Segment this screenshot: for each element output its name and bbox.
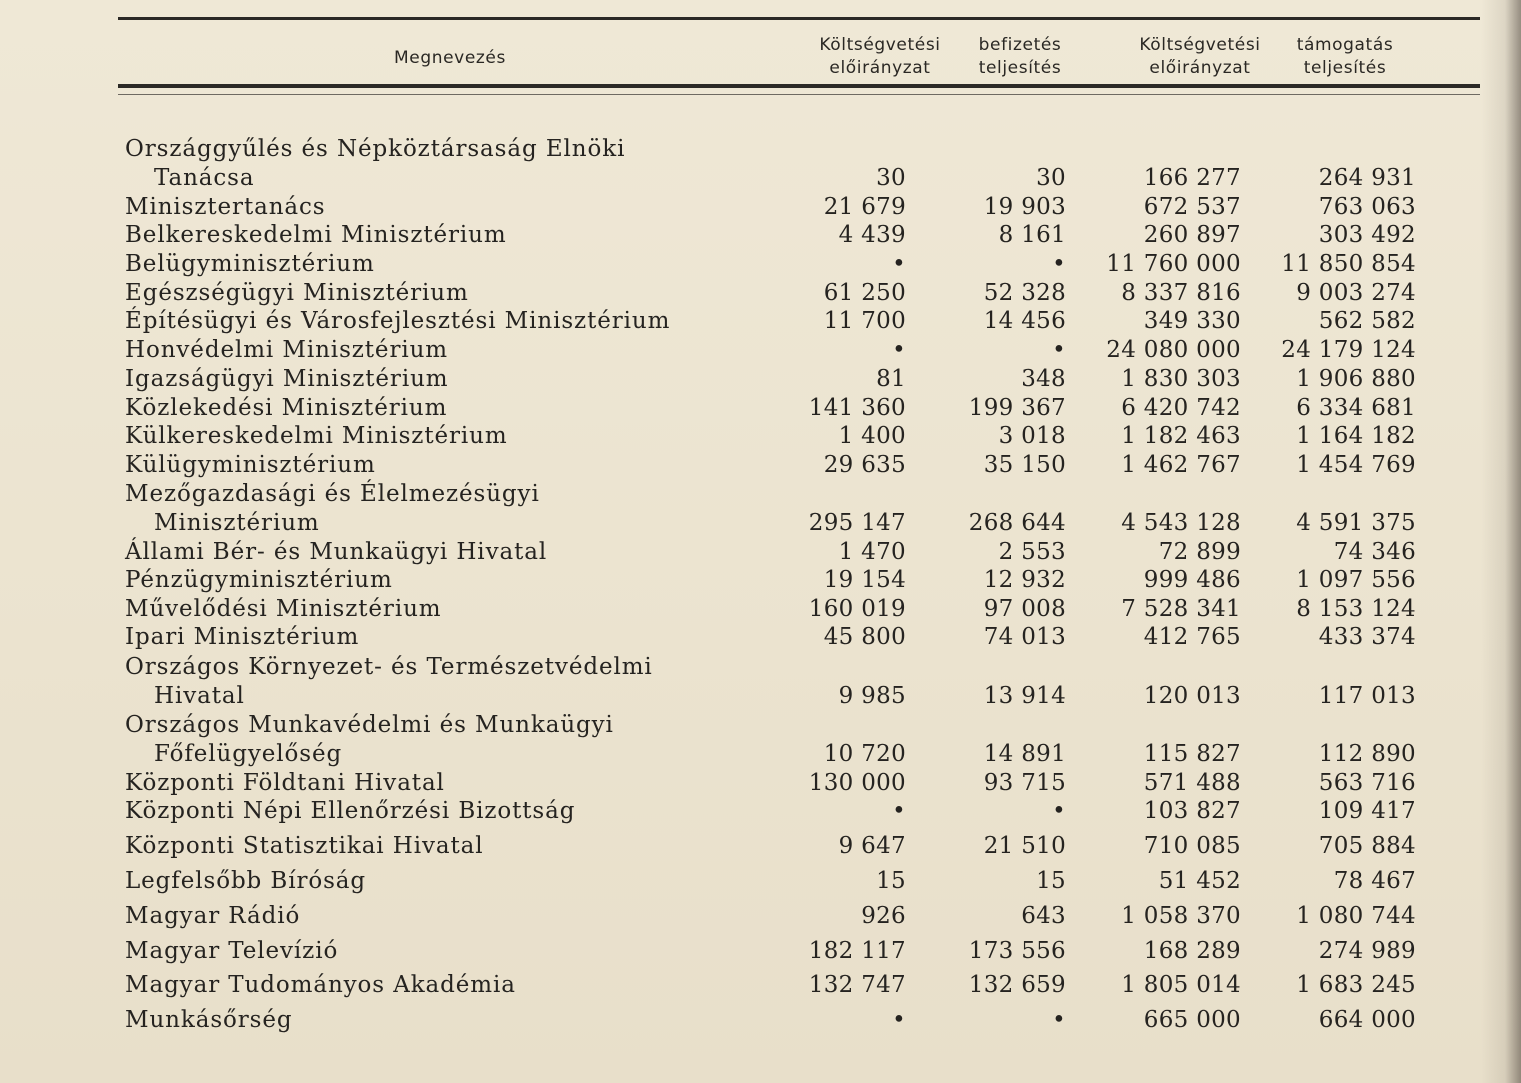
cell-col3: 115 827 xyxy=(1143,741,1241,767)
row-label-line1: Központi Statisztikai Hivatal xyxy=(125,833,484,859)
cell-col3: 665 000 xyxy=(1143,1007,1241,1033)
cell-col2: 13 914 xyxy=(983,683,1066,709)
row-label xyxy=(125,394,447,423)
row-label xyxy=(125,832,484,861)
table-row xyxy=(0,797,1521,826)
cell-col3: 24 080 000 xyxy=(1106,337,1241,363)
row-label xyxy=(125,653,653,711)
cell-col4: 664 000 xyxy=(1318,1007,1416,1033)
row-label-line1: Honvédelmi Minisztérium xyxy=(125,337,449,363)
row-label xyxy=(125,451,376,480)
table-top-rule xyxy=(118,17,1480,20)
header-bottom-rule xyxy=(118,84,1480,88)
row-label xyxy=(125,279,469,308)
row-label-line1: Munkásőrség xyxy=(125,1007,293,1033)
cell-col2: 3 018 xyxy=(998,423,1066,449)
cell-col1: 926 xyxy=(861,903,906,929)
cell-col3: 1 058 370 xyxy=(1121,903,1241,929)
row-label-line1: Pénzügyminisztérium xyxy=(125,567,393,593)
cell-col4: 4 591 375 xyxy=(1296,510,1416,536)
row-label xyxy=(125,480,540,538)
row-label xyxy=(125,365,449,394)
table-row xyxy=(0,538,1521,567)
table-row xyxy=(0,623,1521,652)
table-row xyxy=(0,451,1521,480)
row-label xyxy=(125,307,670,336)
cell-col1: 9 985 xyxy=(838,683,906,709)
cell-col2: 35 150 xyxy=(983,452,1066,478)
cell-col4: 1 164 182 xyxy=(1296,423,1416,449)
cell-col1: 30 xyxy=(876,165,906,191)
cell-col4: 109 417 xyxy=(1318,798,1416,824)
row-label-line1: Közlekedési Minisztérium xyxy=(125,395,448,421)
row-label-line1: Külügyminisztérium xyxy=(125,452,376,478)
table-row xyxy=(0,769,1521,798)
cell-col4: 11 850 854 xyxy=(1281,251,1416,277)
table-row xyxy=(0,422,1521,451)
cell-col1: 1 400 xyxy=(838,423,906,449)
header-col3-line1: Költségvetési xyxy=(1139,35,1261,55)
cell-col2: 12 932 xyxy=(983,567,1066,593)
header-col1-line2: előirányzat xyxy=(829,58,931,78)
row-label xyxy=(125,867,366,896)
cell-col1: 295 147 xyxy=(808,510,906,536)
table-row xyxy=(0,365,1521,394)
cell-col4: 74 346 xyxy=(1333,539,1416,565)
row-label-line1: Építésügyi és Városfejlesztési Minisztérium xyxy=(125,308,671,334)
table-row xyxy=(0,480,1521,538)
header-col1 xyxy=(800,34,960,80)
cell-col2: 8 161 xyxy=(998,222,1066,248)
row-label-line1: Országgyűlés és Népköztársaság Elnöki xyxy=(125,136,626,162)
cell-col3: 51 452 xyxy=(1158,868,1241,894)
row-label xyxy=(125,135,625,193)
row-label xyxy=(125,769,445,798)
cell-col2: 19 903 xyxy=(983,194,1066,220)
header-col4-line2: teljesítés xyxy=(1303,58,1387,78)
cell-col3: 120 013 xyxy=(1143,683,1241,709)
cell-col4: 705 884 xyxy=(1318,833,1416,859)
cell-col4: 1 097 556 xyxy=(1296,567,1416,593)
cell-col2: 21 510 xyxy=(983,833,1066,859)
table-row xyxy=(0,250,1521,279)
row-label-line1: Legfelsőbb Bíróság xyxy=(125,868,367,894)
cell-col2: 199 367 xyxy=(968,395,1066,421)
cell-col1: 29 635 xyxy=(823,452,906,478)
cell-col2: • xyxy=(1052,251,1066,277)
cell-col4: 264 931 xyxy=(1318,165,1416,191)
row-label xyxy=(125,221,507,250)
cell-col1: 21 679 xyxy=(823,194,906,220)
header-col4 xyxy=(1290,34,1400,80)
cell-col4: 78 467 xyxy=(1333,868,1416,894)
cell-col1: • xyxy=(892,337,906,363)
cell-col4: 112 890 xyxy=(1318,741,1416,767)
cell-col4: 6 334 681 xyxy=(1296,395,1416,421)
cell-col3: 1 805 014 xyxy=(1121,972,1241,998)
row-label-line2: Tanácsa xyxy=(154,165,255,191)
cell-col3: 11 760 000 xyxy=(1106,251,1241,277)
cell-col1: 130 000 xyxy=(808,770,906,796)
table-row xyxy=(0,221,1521,250)
table-row xyxy=(0,595,1521,624)
row-label-line1: Mezőgazdasági és Élelmezésügyi xyxy=(125,481,540,507)
row-label xyxy=(125,937,338,966)
cell-col3: 103 827 xyxy=(1143,798,1241,824)
cell-col3: 168 289 xyxy=(1143,938,1241,964)
cell-col2: 74 013 xyxy=(983,624,1066,650)
row-label-line1: Igazságügyi Minisztérium xyxy=(125,366,449,392)
row-label xyxy=(125,336,448,365)
row-label-line1: Országos Környezet- és Természetvédelmi xyxy=(125,654,653,680)
table-row xyxy=(0,937,1521,966)
row-label-line2: Minisztérium xyxy=(154,510,320,536)
row-label xyxy=(125,711,614,769)
row-label xyxy=(125,1006,293,1035)
row-label-line2: Hivatal xyxy=(154,683,245,709)
cell-col3: 1 182 463 xyxy=(1121,423,1241,449)
row-label-line1: Belügyminisztérium xyxy=(125,251,375,277)
cell-col3: 1 462 767 xyxy=(1121,452,1241,478)
row-label-line1: Minisztertanács xyxy=(125,194,326,220)
cell-col1: 141 360 xyxy=(808,395,906,421)
table-row xyxy=(0,566,1521,595)
cell-col2: 2 553 xyxy=(998,539,1066,565)
cell-col3: 672 537 xyxy=(1143,194,1241,220)
cell-col4: 1 080 744 xyxy=(1296,903,1416,929)
header-col2 xyxy=(960,34,1080,80)
cell-col4: 9 003 274 xyxy=(1296,280,1416,306)
header-col2-line2: teljesítés xyxy=(978,58,1062,78)
cell-col2: 93 715 xyxy=(983,770,1066,796)
cell-col2: • xyxy=(1052,798,1066,824)
cell-col1: 15 xyxy=(876,868,906,894)
table-row xyxy=(0,971,1521,1000)
table-row xyxy=(0,336,1521,365)
table-row xyxy=(0,279,1521,308)
row-label-line1: Művelődési Minisztérium xyxy=(125,596,442,622)
row-label-line1: Országos Munkavédelmi és Munkaügyi xyxy=(125,712,614,738)
table-row xyxy=(0,1006,1521,1035)
header-bottom-rule-thin xyxy=(118,94,1480,95)
cell-col2: 97 008 xyxy=(983,596,1066,622)
cell-col2: • xyxy=(1052,337,1066,363)
table-row xyxy=(0,135,1521,193)
cell-col2: 15 xyxy=(1036,868,1066,894)
cell-col2: 132 659 xyxy=(968,972,1066,998)
cell-col3: 6 420 742 xyxy=(1121,395,1241,421)
header-col3-line2: előirányzat xyxy=(1149,58,1251,78)
table-row xyxy=(0,711,1521,769)
cell-col2: 14 456 xyxy=(983,308,1066,334)
header-col3 xyxy=(1110,34,1290,80)
cell-col1: 132 747 xyxy=(808,972,906,998)
table-row xyxy=(0,193,1521,222)
cell-col4: 563 716 xyxy=(1318,770,1416,796)
cell-col3: 1 830 303 xyxy=(1121,366,1241,392)
cell-col1: 160 019 xyxy=(808,596,906,622)
cell-col3: 412 765 xyxy=(1143,624,1241,650)
cell-col3: 7 528 341 xyxy=(1121,596,1241,622)
row-label xyxy=(125,797,575,826)
row-label xyxy=(125,902,300,931)
cell-col1: 4 439 xyxy=(838,222,906,248)
cell-col2: 268 644 xyxy=(968,510,1066,536)
row-label-line1: Magyar Televízió xyxy=(125,938,339,964)
cell-col1: • xyxy=(892,1007,906,1033)
header-col2-line1: befizetés xyxy=(978,35,1062,55)
cell-col1: 10 720 xyxy=(823,741,906,767)
row-label xyxy=(125,623,359,652)
row-label xyxy=(125,193,326,222)
cell-col2: 30 xyxy=(1036,165,1066,191)
cell-col1: 11 700 xyxy=(823,308,906,334)
row-label-line1: Egészségügyi Minisztérium xyxy=(125,280,469,306)
cell-col2: 348 xyxy=(1021,366,1066,392)
cell-col3: 4 543 128 xyxy=(1121,510,1241,536)
cell-col2: 14 891 xyxy=(983,741,1066,767)
row-label-line1: Magyar Rádió xyxy=(125,903,301,929)
row-label-line1: Magyar Tudományos Akadémia xyxy=(125,972,516,998)
cell-col2: 643 xyxy=(1021,903,1066,929)
header-col4-line1: támogatás xyxy=(1296,35,1394,55)
cell-col2: 173 556 xyxy=(968,938,1066,964)
cell-col4: 763 063 xyxy=(1318,194,1416,220)
table-row xyxy=(0,307,1521,336)
table-row xyxy=(0,832,1521,861)
cell-col1: 61 250 xyxy=(823,280,906,306)
cell-col4: 1 906 880 xyxy=(1296,366,1416,392)
cell-col3: 571 488 xyxy=(1143,770,1241,796)
cell-col1: 182 117 xyxy=(808,938,906,964)
cell-col1: 45 800 xyxy=(823,624,906,650)
cell-col3: 166 277 xyxy=(1143,165,1241,191)
cell-col4: 8 153 124 xyxy=(1296,596,1416,622)
cell-col3: 72 899 xyxy=(1158,539,1241,565)
cell-col3: 8 337 816 xyxy=(1121,280,1241,306)
cell-col4: 562 582 xyxy=(1318,308,1416,334)
row-label-line1: Ipari Minisztérium xyxy=(125,624,360,650)
header-col1-line1: Költségvetési xyxy=(819,35,941,55)
row-label xyxy=(125,566,393,595)
cell-col3: 710 085 xyxy=(1143,833,1241,859)
cell-col1: 1 470 xyxy=(838,539,906,565)
row-label-line1: Külkereskedelmi Minisztérium xyxy=(125,423,508,449)
table-row xyxy=(0,653,1521,711)
row-label-line1: Központi Népi Ellenőrzési Bizottság xyxy=(125,798,576,824)
row-label xyxy=(125,595,442,624)
row-label xyxy=(125,538,547,567)
cell-col3: 349 330 xyxy=(1143,308,1241,334)
cell-col4: 274 989 xyxy=(1318,938,1416,964)
cell-col4: 1 683 245 xyxy=(1296,972,1416,998)
cell-col1: 9 647 xyxy=(838,833,906,859)
cell-col1: • xyxy=(892,798,906,824)
cell-col4: 117 013 xyxy=(1318,683,1416,709)
cell-col2: 52 328 xyxy=(983,280,1066,306)
table-row xyxy=(0,902,1521,931)
table-row xyxy=(0,867,1521,896)
cell-col4: 433 374 xyxy=(1318,624,1416,650)
cell-col4: 24 179 124 xyxy=(1281,337,1416,363)
cell-col1: 19 154 xyxy=(823,567,906,593)
cell-col4: 303 492 xyxy=(1318,222,1416,248)
cell-col1: • xyxy=(892,251,906,277)
cell-col1: 81 xyxy=(876,366,906,392)
row-label xyxy=(125,971,516,1000)
cell-col4: 1 454 769 xyxy=(1296,452,1416,478)
row-label-line1: Központi Földtani Hivatal xyxy=(125,770,445,796)
row-label-line1: Belkereskedelmi Minisztérium xyxy=(125,222,507,248)
header-megnevezes: Megnevezés xyxy=(394,48,506,68)
cell-col3: 999 486 xyxy=(1143,567,1241,593)
cell-col2: • xyxy=(1052,1007,1066,1033)
row-label-line1: Állami Bér- és Munkaügyi Hivatal xyxy=(125,539,548,565)
row-label xyxy=(125,422,508,451)
row-label xyxy=(125,250,375,279)
cell-col3: 260 897 xyxy=(1143,222,1241,248)
table-row xyxy=(0,394,1521,423)
row-label-line2: Főfelügyelőség xyxy=(154,741,343,767)
